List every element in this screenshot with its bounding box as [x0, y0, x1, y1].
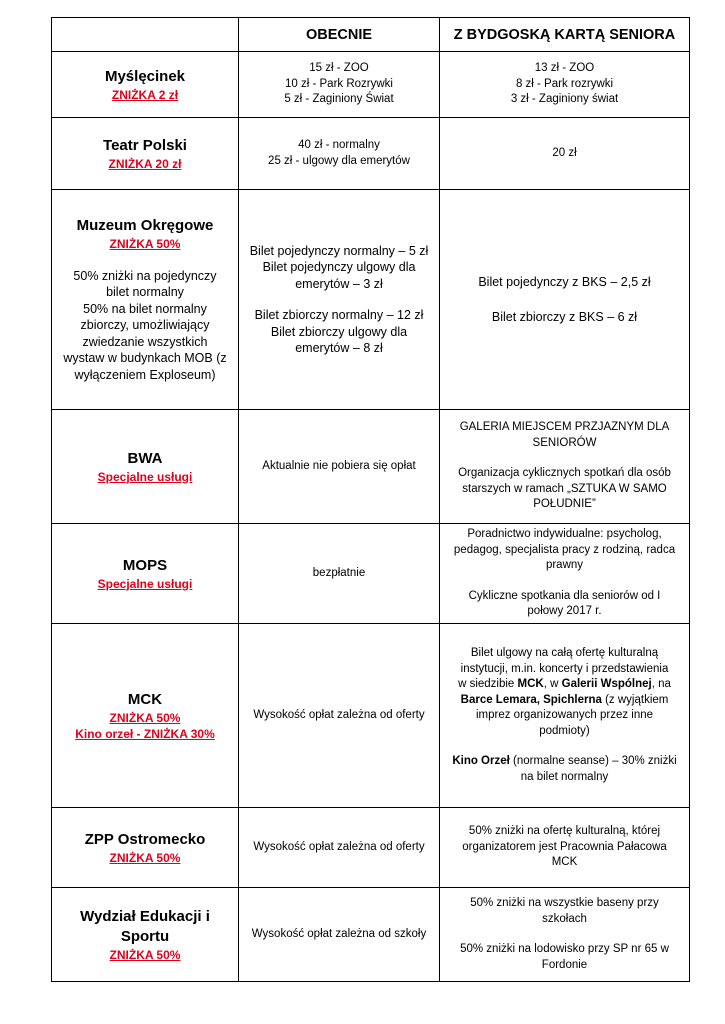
institution-cell	[52, 888, 239, 982]
senior-card-price-cell	[440, 410, 690, 524]
offer-line: organizatorem jest Pracownia Pałacowa	[462, 840, 667, 853]
price-line: 20 zł	[552, 146, 577, 159]
price-line: Bilet zbiorczy ulgowy dla	[270, 324, 408, 339]
offer-bold: MCK	[517, 678, 544, 690]
institution-cell	[52, 808, 239, 888]
senior-card-price-cell	[440, 190, 690, 410]
institution-name: MCK	[127, 690, 163, 708]
institution-cell	[52, 410, 239, 524]
discount-table	[51, 17, 690, 982]
description-line: zwiedzanie wszystkich	[82, 334, 208, 349]
offer-line: POŁUDNIE”	[533, 498, 596, 511]
price-line: 25 zł - ulgowy dla emerytów	[268, 154, 410, 167]
description-line: wystaw w budynkach MOB (z	[63, 351, 227, 366]
price-line: Wysokość opłat zależna od szkoły	[251, 927, 427, 940]
institution-name: MOPS	[122, 556, 168, 574]
offer-line: imprez organizowanych przez inne	[475, 709, 654, 721]
senior-card-price-cell	[440, 52, 690, 118]
offer-line: 50% zniżki na lodowisko przy SP nr 65 w	[460, 943, 669, 955]
offer-line: połowy 2017 r.	[527, 605, 602, 618]
price-line: Bilet pojedynczy normalny – 5 zł	[249, 243, 429, 258]
price-line: Wysokość opłat zależna od oferty	[253, 708, 425, 721]
price-line: Bilet pojedynczy z BKS – 2,5 zł	[478, 275, 651, 289]
senior-card-price-cell	[440, 888, 690, 982]
institution-cell	[52, 190, 239, 410]
discount-label: ZNIŻKA 20 zł	[108, 156, 182, 171]
offer-line: Fordonie	[541, 958, 588, 971]
offer-line: na bilet normalny	[520, 770, 609, 783]
offer-line: GALERIA MIEJSCEM PRZJAZNYM DLA	[459, 421, 670, 434]
price-line: Bilet zbiorczy normalny – 12 zł	[254, 308, 424, 322]
price-line: emerytów – 8 zł	[295, 341, 383, 355]
institution-name: Wydział Edukacji i	[80, 907, 210, 925]
senior-card-price-cell	[440, 118, 690, 190]
current-price-cell	[239, 524, 440, 624]
institution-name: BWA	[127, 449, 163, 467]
header-empty-cell	[52, 18, 239, 52]
price-line: Wysokość opłat zależna od oferty	[253, 840, 425, 853]
offer-line: Poradnictwo indywidualne: psycholog,	[467, 528, 662, 541]
price-line: emerytów – 3 zł	[295, 276, 383, 291]
institution-name: Myślęcinek	[104, 67, 186, 85]
table-row	[52, 624, 690, 808]
current-price-cell	[239, 52, 440, 118]
current-price-cell	[239, 410, 440, 524]
price-line: 15 zł - ZOO	[309, 62, 369, 75]
price-line: Bilet zbiorczy z BKS – 6 zł	[491, 309, 638, 324]
price-line: Aktualnie nie pobiera się opłat	[262, 459, 416, 472]
senior-card-price-cell	[440, 524, 690, 624]
discount-label: ZNIŻKA 50%	[109, 947, 181, 962]
senior-card-price-cell	[440, 624, 690, 808]
offer-line: podmioty)	[539, 724, 590, 737]
institution-cell	[52, 52, 239, 118]
offer-bold: Galerii Wspólnej	[561, 678, 652, 690]
offer-text: (z wyjątkiem	[601, 693, 669, 706]
price-line: 5 zł - Zaginiony Świat	[284, 93, 394, 106]
discount-label: Specjalne usługi	[97, 576, 193, 591]
offer-line: Cykliczne spotkania dla seniorów od I	[468, 589, 661, 602]
institution-cell	[52, 524, 239, 624]
table-row	[52, 808, 690, 888]
offer-line	[446, 693, 683, 709]
institution-name: ZPP Ostromecko	[84, 830, 206, 848]
cinema-discount-label: Kino orzeł - ZNIŻKA 30%	[75, 726, 215, 741]
description-line: 50% zniżki na pojedynczy	[73, 268, 217, 283]
price-line: Bilet pojedynczy ulgowy dla	[262, 260, 416, 274]
description-line: wyłączeniem Exploseum)	[74, 367, 216, 382]
description-line: 50% na bilet normalny	[83, 301, 207, 316]
institution-name: Teatr Polski	[103, 136, 187, 154]
price-line: 3 zł - Zaginiony świat	[510, 93, 619, 106]
current-price-cell	[239, 888, 440, 982]
discount-description	[58, 268, 232, 384]
offer-line	[446, 754, 683, 770]
current-price-cell	[239, 190, 440, 410]
offer-text: w siedzibie	[458, 678, 518, 690]
offer-text: (normalne seanse) – 30% zniżki	[509, 755, 677, 767]
current-price-cell	[239, 624, 440, 808]
offer-text: , w	[543, 678, 562, 690]
price-line: 10 zł - Park Rozrywki	[285, 77, 393, 90]
price-line: bezpłatnie	[312, 566, 366, 579]
price-line: 40 zł - normalny	[298, 139, 380, 151]
description-line: zbiorczy, umożliwiający	[80, 318, 210, 333]
header-current: OBECNIE	[239, 18, 440, 52]
price-line: 8 zł - Park rozrywki	[515, 77, 614, 90]
description-line: bilet normalny	[106, 285, 184, 300]
current-price-cell	[239, 808, 440, 888]
offer-line: Bilet ulgowy na całą ofertę kulturalną	[470, 647, 659, 659]
institution-name: Muzeum Okręgowe	[76, 216, 214, 234]
offer-line: Organizacja cyklicznych spotkań dla osób	[458, 467, 671, 480]
offer-line	[446, 677, 683, 693]
discount-label: ZNIŻKA 50%	[109, 850, 181, 865]
price-line: 13 zł - ZOO	[534, 62, 595, 75]
offer-line: instytucji, m.in. koncerty i przedstawienia	[460, 662, 669, 675]
discount-label: ZNIŻKA 50%	[109, 236, 181, 251]
discount-label: ZNIŻKA 50%	[109, 710, 181, 725]
senior-card-price-cell	[440, 808, 690, 888]
offer-line: prawny	[545, 559, 584, 572]
offer-line: szkołach	[542, 912, 587, 925]
institution-cell	[52, 118, 239, 190]
discount-label: ZNIŻKA 2 zł	[111, 87, 179, 102]
table-row	[52, 888, 690, 982]
current-price-cell	[239, 118, 440, 190]
header-row	[52, 18, 690, 52]
table-row	[52, 52, 690, 118]
offer-line: MCK	[551, 856, 578, 869]
table-row	[52, 190, 690, 410]
table-row	[52, 118, 690, 190]
offer-line: starszych w ramach „SZTUKA W SAMO	[462, 482, 667, 495]
institution-cell	[52, 624, 239, 808]
header-senior-card: Z BYDGOSKĄ KARTĄ SENIORA	[440, 18, 690, 52]
table-row	[52, 524, 690, 624]
offer-line: 50% zniżki na ofertę kulturalną, której	[468, 825, 661, 838]
offer-bold: Barce Lemara, Spichlerna	[460, 693, 602, 706]
offer-bold: Kino Orzeł	[452, 755, 510, 767]
offer-text: , na	[651, 678, 671, 690]
institution-name-line2: Sportu	[120, 927, 170, 945]
table-row	[52, 410, 690, 524]
discount-label: Specjalne usługi	[97, 469, 193, 484]
offer-line: 50% zniżki na wszystkie baseny przy	[470, 897, 659, 909]
offer-line: SENIORÓW	[532, 436, 597, 449]
offer-line: pedagog, specjalista pracy z rodziną, radca	[453, 543, 676, 556]
